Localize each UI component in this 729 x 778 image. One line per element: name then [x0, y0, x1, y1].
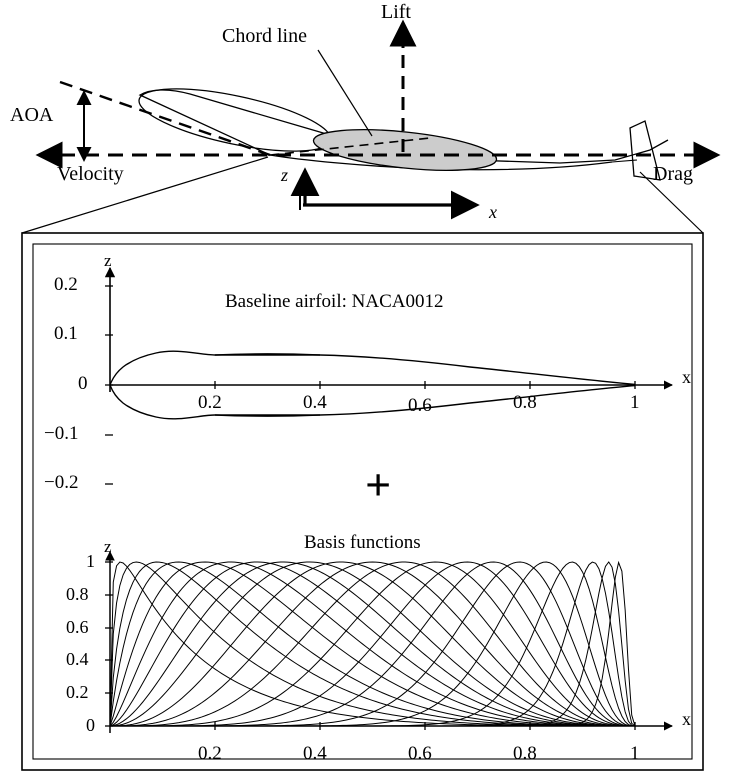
- aoa-label: AOA: [10, 104, 54, 126]
- baseline-axis-z-label: z: [104, 251, 112, 270]
- baseline-axis-x-label: x: [682, 367, 691, 387]
- basis-xtick-4: 1: [630, 743, 640, 764]
- basis-curve: [110, 562, 635, 726]
- baseline-ytick-4: −0.2: [44, 472, 79, 493]
- velocity-label: Velocity: [57, 163, 124, 185]
- basis-ytick-2: 0.6: [66, 617, 89, 637]
- chord-line-label: Chord line: [222, 25, 307, 47]
- baseline-xtick-0: 0.2: [198, 392, 222, 413]
- basis-ytick-5: 0: [86, 715, 95, 735]
- baseline-xtick-1: 0.4: [303, 392, 327, 413]
- baseline-xtick-3: 0.8: [513, 392, 537, 413]
- baseline-ytick-1: 0.1: [54, 323, 78, 344]
- drag-label: Drag: [653, 163, 693, 185]
- basis-functions-plot: [105, 552, 672, 733]
- baseline-xtick-4: 1: [630, 392, 640, 413]
- basis-xtick-2: 0.6: [408, 743, 432, 764]
- basis-axis-x-label: x: [682, 709, 691, 729]
- basis-axis-z-label: z: [104, 537, 112, 556]
- basis-xtick-0: 0.2: [198, 743, 222, 764]
- baseline-ytick-0: 0.2: [54, 274, 78, 295]
- basis-ytick-0: 1: [86, 551, 95, 571]
- basis-xtick-3: 0.8: [513, 743, 537, 764]
- lift-label: Lift: [381, 1, 411, 23]
- baseline-ytick-2: 0: [78, 373, 88, 394]
- plus-operator: +: [365, 459, 392, 510]
- baseline-ytick-3: −0.1: [44, 423, 79, 444]
- basis-ytick-1: 0.8: [66, 584, 89, 604]
- basis-xtick-1: 0.4: [303, 743, 327, 764]
- baseline-plot-title: Baseline airfoil: NACA0012: [225, 291, 444, 312]
- baseline-xtick-2: 0.6: [408, 395, 432, 416]
- basis-curve-group: [110, 562, 635, 726]
- aircraft-sketch: [40, 24, 716, 210]
- basis-plot-title: Basis functions: [304, 532, 421, 553]
- basis-ytick-4: 0.2: [66, 682, 89, 702]
- basis-ytick-3: 0.4: [66, 649, 89, 669]
- top-axis-z-label: z: [281, 165, 289, 185]
- top-axis-x-label: x: [489, 202, 497, 222]
